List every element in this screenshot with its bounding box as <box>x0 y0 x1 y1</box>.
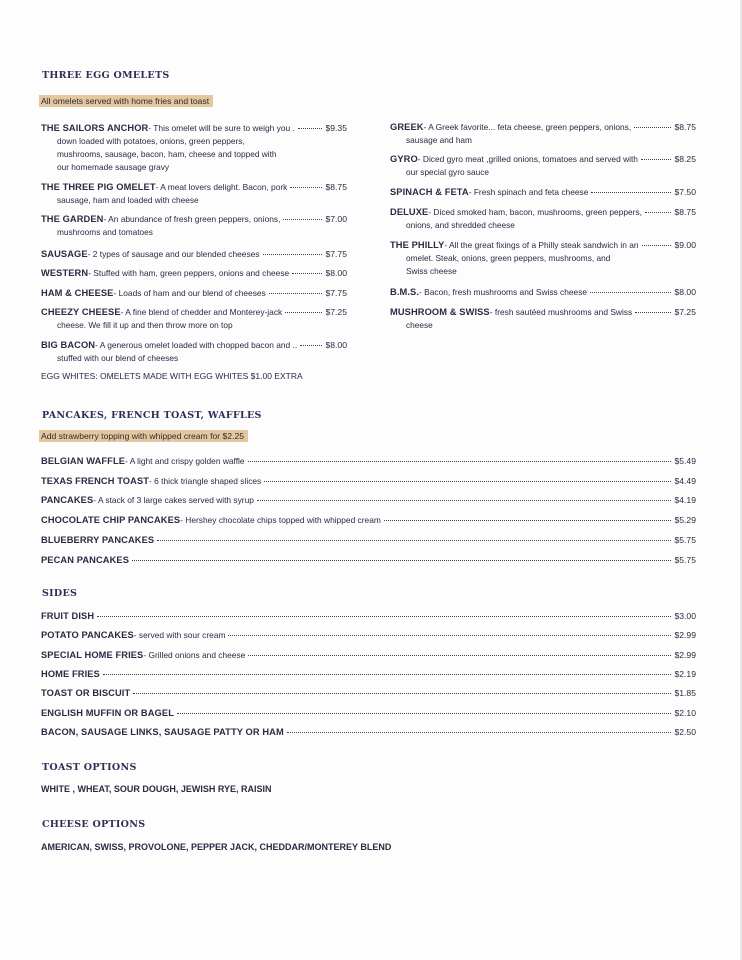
menu-item-description: - fresh sautéed mushrooms and Swiss <box>489 307 633 317</box>
menu-item <box>41 267 347 280</box>
menu-item-price: $7.75 <box>325 288 347 298</box>
cheese-options-text: AMERICAN, SWISS, PROVOLONE, PEPPER JACK, CHEDDAR/MONTEREY BLEND <box>41 842 392 852</box>
menu-item-price: $8.00 <box>325 268 347 278</box>
menu-item <box>41 668 696 681</box>
menu-item-price: $2.19 <box>674 668 696 679</box>
menu-item-name: THE SAILORS ANCHOR <box>41 123 149 133</box>
menu-item-price: $7.25 <box>674 307 696 317</box>
menu-item-name: THE THREE PIG OMELET <box>41 182 156 192</box>
dot-leader <box>300 345 322 346</box>
menu-item <box>390 153 696 179</box>
menu-item-price: $9.35 <box>325 123 347 133</box>
dot-leader <box>290 187 322 188</box>
menu-item-description: - Diced gyro meat ,grilled onions, tomatoes and served with <box>417 154 638 164</box>
dot-leader <box>641 159 672 160</box>
menu-item-description: - A fine blend of chedder and Monterey-jack <box>120 307 283 317</box>
menu-item-price: $2.10 <box>674 707 696 718</box>
menu-item-name: GYRO <box>390 154 418 164</box>
dot-leader <box>103 674 672 675</box>
menu-item <box>41 339 347 365</box>
menu-item-name: TOAST OR BISCUIT <box>41 688 131 699</box>
menu-item <box>41 726 696 739</box>
menu-item-description: - Bacon, fresh mushrooms and Swiss cheese <box>419 287 588 297</box>
menu-item-name: THE GARDEN <box>41 214 104 224</box>
menu-item <box>41 455 696 468</box>
cheese-options-title: CHEESE OPTIONS <box>42 819 146 830</box>
menu-item <box>41 475 696 488</box>
dot-leader <box>642 245 672 246</box>
menu-item-name: DELUXE <box>390 207 429 217</box>
menu-item-description-cont: sausage and ham <box>406 135 472 145</box>
menu-item-price: $7.25 <box>325 307 347 317</box>
dot-leader <box>590 292 671 293</box>
menu-item-price: $5.75 <box>674 554 696 565</box>
menu-item <box>390 186 696 199</box>
sides-section-title: SIDES <box>42 588 78 599</box>
menu-item-price: $5.49 <box>674 456 696 466</box>
menu-item <box>41 629 696 642</box>
dot-leader <box>177 713 672 714</box>
menu-item-description: - Stuffed with ham, green peppers, onions and cheese <box>88 268 290 278</box>
pancakes-section-title: PANCAKES, FRENCH TOAST, WAFFLES <box>42 410 262 421</box>
dot-leader <box>132 560 671 561</box>
menu-item-price: $2.99 <box>674 630 696 641</box>
dot-leader <box>591 192 671 193</box>
menu-item-price: $8.75 <box>674 122 696 132</box>
menu-item-description: - 6 thick triangle shaped slices <box>149 475 262 486</box>
menu-item-description: - served with sour cream <box>133 630 226 641</box>
menu-item-description: - Fresh spinach and feta cheese <box>468 187 589 197</box>
menu-item-name: BLUEBERRY PANCAKES <box>41 534 155 545</box>
menu-item-name: HAM & CHEESE <box>41 288 114 298</box>
menu-item-description-cont: cheese <box>406 320 433 330</box>
menu-item-description-cont: mushrooms and tomatoes <box>57 227 153 237</box>
menu-item-description: - This omelet will be sure to weigh you . <box>148 123 295 133</box>
menu-item-price: $2.99 <box>674 649 696 660</box>
menu-item-description: - 2 types of sausage and our blended cheeses <box>87 249 260 259</box>
menu-item-description: - A generous omelet loaded with chopped bacon and .. <box>95 340 298 350</box>
dot-leader <box>248 655 671 656</box>
dot-leader <box>248 461 672 462</box>
menu-item-price: $4.19 <box>674 495 696 506</box>
menu-item-description: - A stack of 3 large cakes served with syrup <box>93 495 254 506</box>
dot-leader <box>283 219 322 220</box>
menu-item-description: - All the great fixings of a Philly steak sandwich in an <box>444 240 639 250</box>
menu-item-price: $8.25 <box>674 154 696 164</box>
menu-item-name: SAUSAGE <box>41 249 88 259</box>
menu-item <box>41 181 347 207</box>
menu-item-name: BIG BACON <box>41 340 96 350</box>
menu-item <box>41 554 696 567</box>
menu-item-description-cont: stuffed with our blend of cheeses <box>57 353 179 363</box>
toast-options-text: WHITE , WHEAT, SOUR DOUGH, JEWISH RYE, RAISIN <box>41 784 272 794</box>
menu-item <box>41 287 347 300</box>
dot-leader <box>228 635 671 636</box>
menu-item <box>41 687 696 700</box>
menu-item-name: CHOCOLATE CHIP PANCAKES <box>41 515 181 526</box>
menu-item-description-cont: onions, and shredded cheese <box>406 220 515 230</box>
menu-item-name: FRUIT DISH <box>41 611 95 621</box>
menu-item <box>41 610 696 623</box>
menu-item-price: $9.00 <box>674 240 696 250</box>
menu-item-price: $7.50 <box>674 187 696 197</box>
dot-leader <box>634 127 671 128</box>
dot-leader <box>287 732 672 733</box>
menu-item-price: $1.85 <box>674 688 696 699</box>
menu-item <box>390 206 696 232</box>
menu-item <box>41 649 696 662</box>
menu-item <box>390 286 696 299</box>
menu-item-description-cont: cheese. We fill it up and then throw more on top <box>57 320 233 330</box>
menu-item <box>41 707 696 720</box>
menu-item-price: $3.00 <box>674 611 696 621</box>
menu-item-description-cont: sausage, ham and loaded with cheese <box>57 195 199 205</box>
menu-item-description-cont: our homemade sausage gravy <box>57 162 170 172</box>
menu-item-price: $7.00 <box>325 214 347 224</box>
menu-item-description-cont: Swiss cheese <box>406 266 457 276</box>
menu-item-name: GREEK <box>390 122 424 132</box>
dot-leader <box>157 540 671 541</box>
dot-leader <box>292 273 322 274</box>
dot-leader <box>384 520 672 521</box>
egg-whites-note: EGG WHITES: OMELETS MADE WITH EGG WHITES $1.00 EXTRA <box>41 371 303 381</box>
menu-item-description-cont: down loaded with potatoes, onions, green peppers, <box>57 136 245 146</box>
menu-item-name: CHEEZY CHEESE <box>41 307 121 317</box>
menu-item <box>390 121 696 147</box>
menu-item-price: $5.75 <box>674 534 696 545</box>
menu-item-description: - Loads of ham and our blend of cheeses <box>113 288 266 298</box>
dot-leader <box>263 254 323 255</box>
menu-item <box>41 248 347 261</box>
menu-item <box>41 213 347 239</box>
menu-item-price: $8.00 <box>674 287 696 297</box>
menu-item-name: SPINACH & FETA <box>390 187 469 197</box>
menu-item-name: MUSHROOM & SWISS <box>390 307 490 317</box>
menu-item-description: - Hershey chocolate chips topped with whipped cream <box>180 515 381 526</box>
menu-item-price: $8.00 <box>325 340 347 350</box>
dot-leader <box>97 616 671 617</box>
menu-item-price: $2.50 <box>674 726 696 737</box>
menu-item-description-cont: our special gyro sauce <box>406 167 490 177</box>
menu-item-name: PECAN PANCAKES <box>41 554 130 565</box>
menu-item-description-cont: omelet. Steak, onions, green peppers, mushrooms, and <box>406 253 611 263</box>
dot-leader <box>645 212 672 213</box>
toast-options-title: TOAST OPTIONS <box>42 762 137 773</box>
menu-item <box>390 306 696 332</box>
menu-item-description: - A meat lovers delight. Bacon, pork <box>155 182 288 192</box>
menu-item <box>41 122 347 174</box>
menu-item <box>41 534 696 547</box>
omelets-section-title: THREE EGG OMELETS <box>42 70 170 81</box>
menu-item-name: BELGIAN WAFFLE <box>41 456 126 466</box>
menu-item-price: $8.75 <box>325 182 347 192</box>
menu-item-price: $8.75 <box>674 207 696 217</box>
menu-item-name: PANCAKES <box>41 495 94 506</box>
menu-item-name: SPECIAL HOME FRIES <box>41 649 144 660</box>
dot-leader <box>264 481 671 482</box>
menu-item-name: B.M.S. <box>390 287 420 297</box>
menu-item-name: TEXAS FRENCH TOAST <box>41 475 150 486</box>
menu-item-name: BACON, SAUSAGE LINKS, SAUSAGE PATTY OR HAM <box>41 726 284 737</box>
menu-item <box>41 514 696 527</box>
menu-item-description: - A light and crispy golden waffle <box>125 456 245 466</box>
menu-item-price: $7.75 <box>325 249 347 259</box>
menu-item-name: ENGLISH MUFFIN OR BAGEL <box>41 707 174 718</box>
dot-leader <box>635 312 671 313</box>
menu-item-description: - An abundance of fresh green peppers, onions, <box>103 214 281 224</box>
menu-item-name: POTATO PANCAKES <box>41 630 134 641</box>
omelets-note: All omelets served with home fries and toast <box>39 95 213 107</box>
menu-item <box>390 239 696 278</box>
menu-item-name: WESTERN <box>41 268 89 278</box>
menu-item-description: - Grilled onions and cheese <box>143 649 246 660</box>
menu-item <box>41 306 347 332</box>
menu-item-price: $5.29 <box>674 515 696 526</box>
dot-leader <box>269 293 323 294</box>
dot-leader <box>298 128 323 129</box>
pancakes-note: Add strawberry topping with whipped cream for $2.25 <box>39 430 248 442</box>
menu-item-description-cont: mushrooms, sausage, bacon, ham, cheese and topped with <box>57 149 277 159</box>
dot-leader <box>133 693 671 694</box>
dot-leader <box>257 500 672 501</box>
menu-item <box>41 494 696 507</box>
menu-item-name: THE PHILLY <box>390 240 445 250</box>
menu-item-description: - Diced smoked ham, bacon, mushrooms, green peppers, <box>428 207 642 217</box>
menu-item-description: - A Greek favorite... feta cheese, green peppers, onions, <box>423 122 632 132</box>
dot-leader <box>285 312 322 313</box>
menu-item-price: $4.49 <box>674 475 696 486</box>
menu-item-name: HOME FRIES <box>41 668 100 679</box>
